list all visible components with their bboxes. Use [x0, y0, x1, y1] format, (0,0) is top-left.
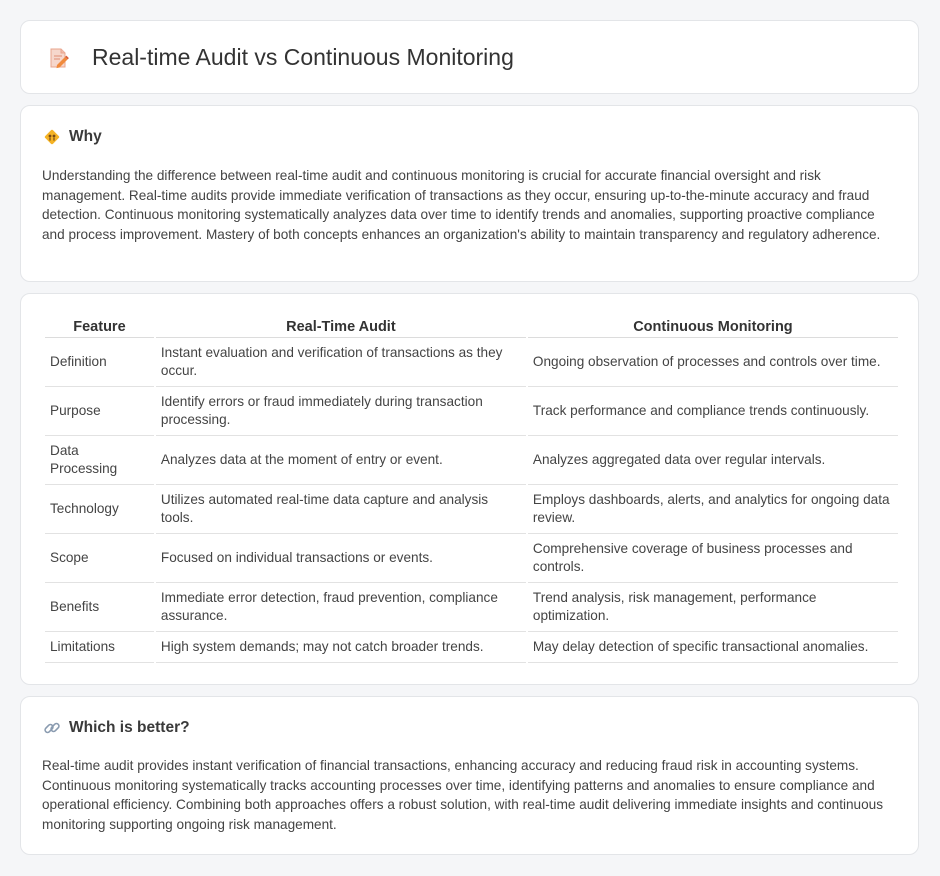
- continuous-monitoring-cell: Ongoing observation of processes and controls over time.: [528, 338, 898, 387]
- document-edit-icon: [48, 47, 70, 69]
- comparison-table: [43, 316, 900, 663]
- comparison-section: [20, 293, 919, 685]
- continuous-monitoring-cell: Comprehensive coverage of business processes and controls.: [528, 534, 898, 583]
- which-is-better-section: [20, 696, 919, 855]
- table-row: [45, 583, 898, 632]
- table-row: [45, 485, 898, 534]
- why-heading: [43, 128, 102, 146]
- header-real-time-audit: Real-Time Audit: [156, 316, 526, 338]
- table-header-row: [45, 316, 898, 338]
- better-heading: [43, 719, 190, 737]
- continuous-monitoring-cell: Track performance and compliance trends continuously.: [528, 387, 898, 436]
- feature-cell: Technology: [45, 485, 154, 534]
- continuous-monitoring-cell: May delay detection of specific transactional anomalies.: [528, 632, 898, 663]
- why-section: [20, 105, 919, 282]
- continuous-monitoring-cell: Analyzes aggregated data over regular intervals.: [528, 436, 898, 485]
- header-continuous-monitoring: Continuous Monitoring: [528, 316, 898, 338]
- feature-cell: Data Processing: [45, 436, 154, 485]
- page-title: Real-time Audit vs Continuous Monitoring: [92, 44, 514, 70]
- real-time-audit-cell: Immediate error detection, fraud prevention, compliance assurance.: [156, 583, 526, 632]
- table-row: [45, 338, 898, 387]
- feature-cell: Benefits: [45, 583, 154, 632]
- why-title: Why: [69, 128, 102, 145]
- continuous-monitoring-cell: Trend analysis, risk management, performance optimization.: [528, 583, 898, 632]
- real-time-audit-cell: High system demands; may not catch broader trends.: [156, 632, 526, 663]
- diamond-sign-icon: [43, 128, 61, 146]
- table-row: [45, 632, 898, 663]
- link-icon: [43, 719, 61, 737]
- header-feature: Feature: [45, 316, 154, 338]
- real-time-audit-cell: Instant evaluation and verification of transactions as they occur.: [156, 338, 526, 387]
- feature-cell: Purpose: [45, 387, 154, 436]
- feature-cell: Definition: [45, 338, 154, 387]
- better-body: Real-time audit provides instant verification of financial transactions, enhancing accuracy and reducing fraud risk in accounting systems. Continuous monitoring systematically tracks accounting processes over time, identifying patterns and anomalies to ensure compliance and operational efficiency. Combining both approaches offers a robust solution, with real-time audit delivering immediate insights and continuous monitoring supporting ongoing risk management.: [42, 758, 884, 832]
- table-row: [45, 387, 898, 436]
- real-time-audit-cell: Focused on individual transactions or events.: [156, 534, 526, 583]
- table-row: [45, 436, 898, 485]
- real-time-audit-cell: Identify errors or fraud immediately during transaction processing.: [156, 387, 526, 436]
- table-row: [45, 534, 898, 583]
- why-body: Understanding the difference between real-time audit and continuous monitoring is crucial for accurate financial oversight and risk management. Real-time audits provide immediate verification of transactions as they occur, ensuring up-to-the-minute accuracy and fraud detection. Continuous monitoring systematically analyzes data over time to identify trends and anomalies, supporting proactive compliance and process improvement. Mastery of both concepts enhances an organization's ability to maintain transparency and regulatory adherence.: [42, 168, 881, 242]
- real-time-audit-cell: Analyzes data at the moment of entry or event.: [156, 436, 526, 485]
- better-title: Which is better?: [69, 719, 190, 736]
- feature-cell: Limitations: [45, 632, 154, 663]
- real-time-audit-cell: Utilizes automated real-time data capture and analysis tools.: [156, 485, 526, 534]
- header-card: [20, 20, 919, 94]
- feature-cell: Scope: [45, 534, 154, 583]
- continuous-monitoring-cell: Employs dashboards, alerts, and analytics for ongoing data review.: [528, 485, 898, 534]
